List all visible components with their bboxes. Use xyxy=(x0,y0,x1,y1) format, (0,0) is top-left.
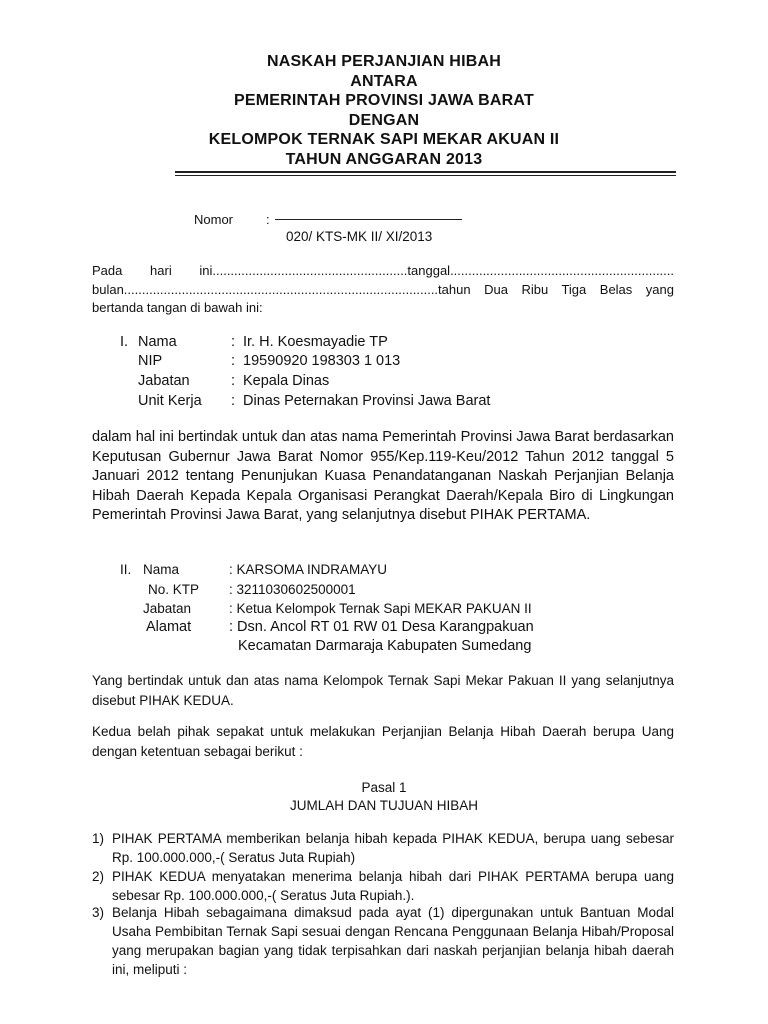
title-line: DENGAN xyxy=(348,111,420,129)
party1-colon: : xyxy=(231,334,236,350)
party1-roman: I. xyxy=(120,334,129,350)
nomor-row xyxy=(194,212,270,227)
nomor-underline xyxy=(275,219,462,220)
party2-label: Jabatan xyxy=(143,601,192,616)
nomor-label: Nomor xyxy=(194,212,234,227)
title-divider xyxy=(175,175,676,176)
list-item-number: 1) xyxy=(92,831,105,846)
party1-label: Nama xyxy=(138,334,177,350)
pasal-heading: JUMLAH DAN TUJUAN HIBAH xyxy=(289,798,479,813)
title-line: TAHUN ANGGARAN 2013 xyxy=(285,150,483,168)
title-line: PEMERINTAH PROVINSI JAWA BARAT xyxy=(234,92,534,109)
agreement-paragraph: Kedua belah pihak sepakat untuk melakukan Perjanjian Belanja Hibah Daerah berupa Uang dengan ketentuan sebagai berikut : xyxy=(92,724,674,759)
list-item-text: Belanja Hibah sebagaimana dimaksud pada ayat (1) dipergunakan untuk Bantuan Modal Usaha Pembibitan Ternak Sapi sesuai dengan Rencana Penggunaan Belanja Hibah/Proposal yang merupakan bagian yang tidak terpisahkan dari naskah perjanjian belanja hibah daerah ini, meliputi : xyxy=(112,905,674,977)
party2-label: Alamat xyxy=(146,619,192,635)
party2-label: Nama xyxy=(143,562,180,577)
party1-colon: : xyxy=(231,393,236,409)
party2-value: : KARSOMA INDRAMAYU xyxy=(229,562,388,577)
document-title xyxy=(0,52,768,169)
party1-value: Kepala Dinas xyxy=(243,373,330,389)
party1-colon: : xyxy=(231,373,236,389)
nomor-colon: : xyxy=(266,212,270,227)
list-item-text: PIHAK PERTAMA memberikan belanja hibah kepada PIHAK KEDUA, berupa uang sebesar Rp. 100.000.000,-( Seratus Juta Rupiah) xyxy=(112,831,674,865)
list-item xyxy=(92,867,674,905)
party2-statement: Yang bertindak untuk dan atas nama Kelompok Ternak Sapi Mekar Pakuan II yang selanjutnya disebut PIHAK KEDUA. xyxy=(92,673,674,708)
title-line: ANTARA xyxy=(350,72,418,90)
party1-value: 19590920 198303 1 013 xyxy=(243,353,401,369)
party1-value: Ir. H. Koesmayadie TP xyxy=(243,334,388,350)
opening-line: bertanda tangan di bawah ini: xyxy=(92,300,263,315)
nomor-value: 020/ KTS-MK II/ XI/2013 xyxy=(286,229,433,244)
title-line: NASKAH PERJANJIAN HIBAH xyxy=(267,53,501,70)
party1-value: Dinas Peternakan Provinsi Jawa Barat xyxy=(243,393,491,409)
party2-value: : Dsn. Ancol RT 01 RW 01 Desa Karangpakuan xyxy=(229,619,534,635)
list-item xyxy=(92,903,674,979)
list-item-number: 2) xyxy=(92,869,105,884)
party1-label: NIP xyxy=(138,353,163,369)
party2-value: : 3211030602500001 xyxy=(229,582,356,597)
pasal-number: Pasal 1 xyxy=(361,780,407,795)
party2-label: No. KTP xyxy=(148,582,200,597)
party2-address-line2: Kecamatan Darmaraja Kabupaten Sumedang xyxy=(238,638,532,654)
party1-label: Unit Kerja xyxy=(138,393,202,409)
party2-value: : Ketua Kelompok Ternak Sapi MEKAR PAKUAN II xyxy=(229,601,532,616)
party2-roman: II. xyxy=(120,562,132,577)
party1-label: Jabatan xyxy=(138,373,190,389)
list-item xyxy=(92,829,674,867)
party1-colon: : xyxy=(231,353,236,369)
list-item-number: 3) xyxy=(92,905,105,920)
opening-line: Pada hari ini......................................................tanggal.............................................................. xyxy=(92,263,674,278)
title-line: KELOMPOK TERNAK SAPI MEKAR AKUAN II xyxy=(208,131,560,148)
party1-statement: dalam hal ini bertindak untuk dan atas nama Pemerintah Provinsi Jawa Barat berdasarkan Keputusan Gubernur Jawa Barat Nomor 955/Kep.119-Keu/2012 Tahun 2012 tanggal 5 Januari 2012 tentang Penunjukan Kuasa Penandatanganan Naskah Perjanjian Belanja Hibah Daerah Kepada Kepala Organisasi Perangkat Daerah/Kepala Biro di Lingkungan Pemerintah Provinsi Jawa Barat, yang selanjutnya disebut PIHAK PERTAMA. xyxy=(92,429,674,523)
title-divider xyxy=(175,171,676,173)
list-item-text: PIHAK KEDUA menyatakan menerima belanja hibah dari PIHAK PERTAMA berupa uang sebesar Rp. 100.000.000,-( Seratus Juta Rupiah.). xyxy=(112,869,674,903)
opening-line: bulan.......................................................................................tahun Dua Ribu Tiga Belas yang xyxy=(92,282,674,297)
